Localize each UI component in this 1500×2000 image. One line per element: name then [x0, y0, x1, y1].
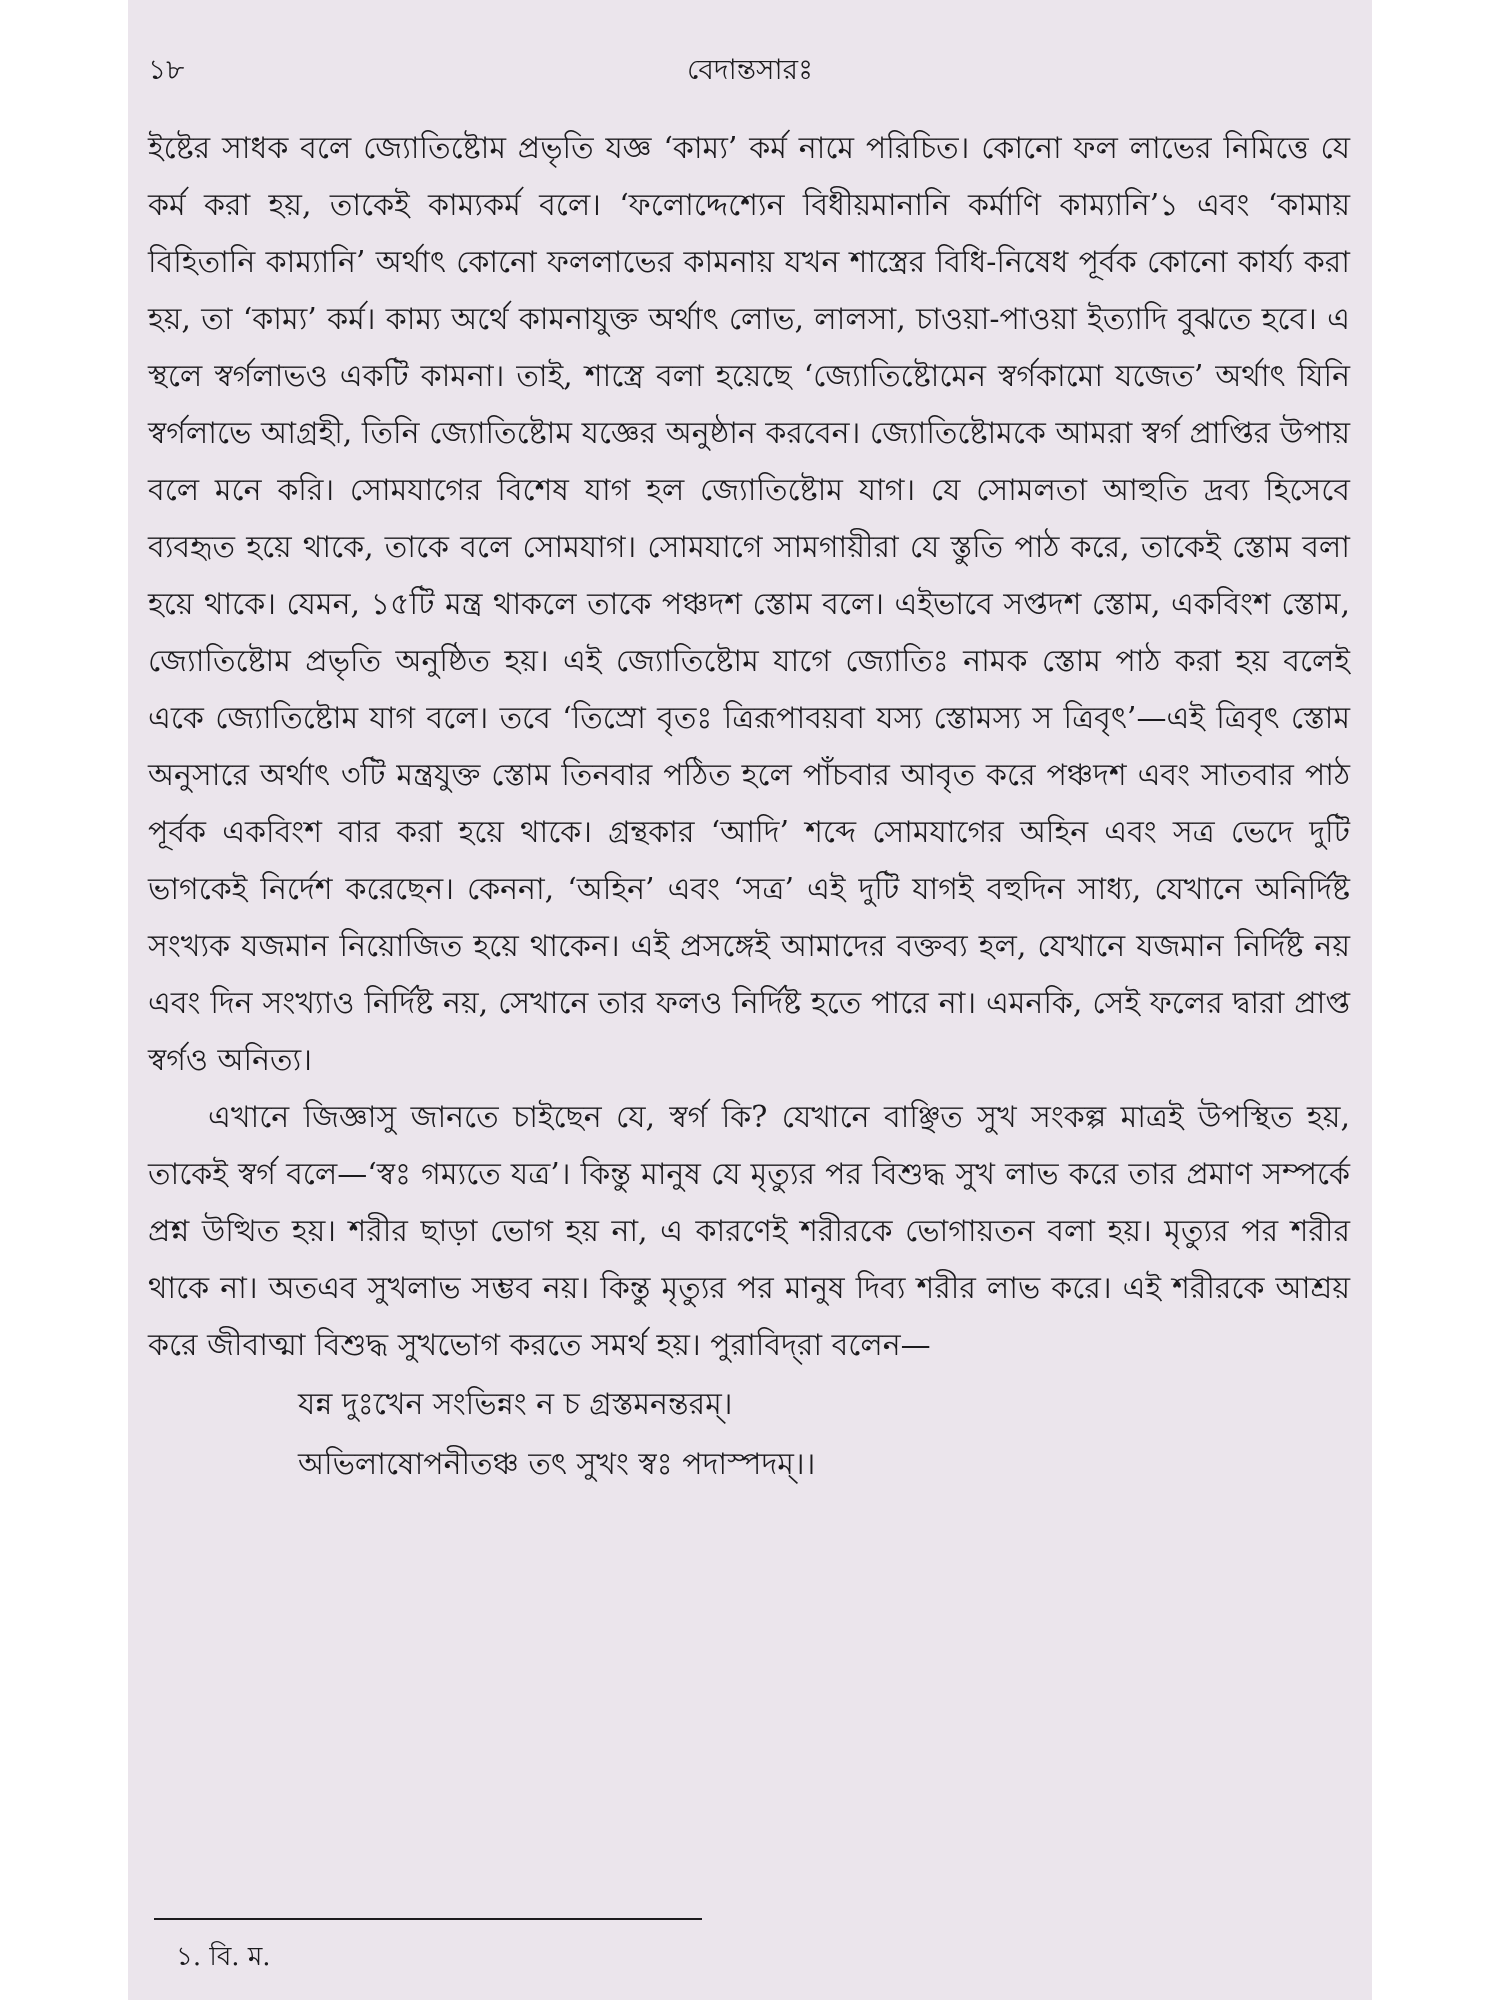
verse-line-1: যন্ন দুঃখেন সংভিন্নং ন চ গ্রস্তমনন্তরম্।	[298, 1387, 733, 1422]
running-title: বেদান্তসারঃ	[686, 53, 814, 86]
page-number: ১৮	[148, 53, 185, 86]
page-body	[148, 120, 1350, 1494]
footnote-divider	[154, 1918, 702, 1920]
footnote: ১. বি. ম.	[176, 1942, 271, 1972]
verse-line-2: অভিলাষোপনীতঞ্চ তৎ সুখং স্বঃ পদাস্পদম্।।	[298, 1447, 816, 1482]
book-page	[128, 0, 1372, 2000]
paragraph-2: এখানে জিজ্ঞাসু জানতে চাইছেন যে, স্বর্গ কি? যেখানে বাঞ্ছিত সুখ সংকল্প মাত্রই উপস্থিত হয়, তাকেই স্বর্গ বলে—‘স্বঃ গম্যতে যত্র’। কিন্তু মানুষ যে মৃত্যুর পর বিশুদ্ধ সুখ লাভ করে তার প্রমাণ সম্পর্কে প্রশ্ন উত্থিত হয়। শরীর ছাড়া ভোগ হয় না, এ কারণেই শরীরকে ভোগায়তন বলা হয়। মৃত্যুর পর শরীর থাকে না। অতএব সুখলাভ সম্ভব নয়। কিন্তু মৃত্যুর পর মানুষ দিব্য শরীর লাভ করে। এই শরীরকে আশ্রয় করে জীবাত্মা বিশুদ্ধ সুখভোগ করতে সমর্থ হয়। পুরাবিদ্‌রা বলেন—	[148, 1100, 1350, 1363]
paragraph-1: ইষ্টের সাধক বলে জ্যোতিষ্টোম প্রভৃতি যজ্ঞ ‘কাম্য’ কর্ম নামে পরিচিত। কোনো ফল লাভের নিমিত্তে যে কর্ম করা হয়, তাকেই কাম্যকর্ম বলে। ‘ফলোদ্দেশ্যেন বিধীয়মানানি কর্মাণি কাম্যানি’১ এবং ‘কামায় বিহিতানি কাম্যানি’ অর্থাৎ কোনো ফললাভের কামনায় যখন শাস্ত্রের বিধি-নিষেধ পূর্বক কোনো কার্য্য করা হয়, তা ‘কাম্য’ কর্ম। কাম্য অর্থে কামনাযুক্ত অর্থাৎ লোভ, লালসা, চাওয়া-পাওয়া ইত্যাদি বুঝতে হবে। এ স্থলে স্বর্গলাভও একটি কামনা। তাই, শাস্ত্রে বলা হয়েছে ‘জ্যোতিষ্টোমেন স্বর্গকামো যজেত’ অর্থাৎ যিনি স্বর্গলাভে আগ্রহী, তিনি জ্যোতিষ্টোম যজ্ঞের অনুষ্ঠান করবেন। জ্যোতিষ্টোমকে আমরা স্বর্গ প্রাপ্তির উপায় বলে মনে করি। সোমযাগের বিশেষ যাগ হল জ্যোতিষ্টোম যাগ। যে সোমলতা আহুতি দ্রব্য হিসেবে ব্যবহৃত হয়ে থাকে, তাকে বলে সোমযাগ। সোমযাগে সামগায়ীরা যে স্তুতি পাঠ করে, তাকেই স্তোম বলা হয়ে থাকে। যেমন, ১৫টি মন্ত্র থাকলে তাকে পঞ্চদশ স্তোম বলে। এইভাবে সপ্তদশ স্তোম, একবিংশ স্তোম, জ্যোতিষ্টোম প্রভৃতি অনুষ্ঠিত হয়। এই জ্যোতিষ্টোম যাগে জ্যোতিঃ নামক স্তোম পাঠ করা হয় বলেই একে জ্যোতিষ্টোম যাগ বলে। তবে ‘তিস্রো বৃতঃ ত্রিরূপাবয়বা যস্য স্তোমস্য স ত্রিবৃৎ’—এই ত্রিবৃৎ স্তোম অনুসারে অর্থাৎ ৩টি মন্ত্রযুক্ত স্তোম তিনবার পঠিত হলে পাঁচবার আবৃত করে পঞ্চদশ এবং সাতবার পাঠ পূর্বক একবিংশ বার করা হয়ে থাকে। গ্রন্থকার ‘আদি’ শব্দে সোমযাগের অহিন এবং সত্র ভেদে দুটি ভাগকেই নির্দেশ করেছেন। কেননা, ‘অহিন’ এবং ‘সত্র’ এই দুটি যাগই বহুদিন সাধ্য, যেখানে অনির্দিষ্ট সংখ্যক যজমান নিয়োজিত হয়ে থাকেন। এই প্রসঙ্গেই আমাদের বক্তব্য হল, যেখানে যজমান নির্দিষ্ট নয় এবং দিন সংখ্যাও নির্দিষ্ট নয়, সেখানে তার ফলও নির্দিষ্ট হতে পারে না। এমনকি, সেই ফলের দ্বারা প্রাপ্ত স্বর্গও অনিত্য।	[148, 131, 1350, 1078]
